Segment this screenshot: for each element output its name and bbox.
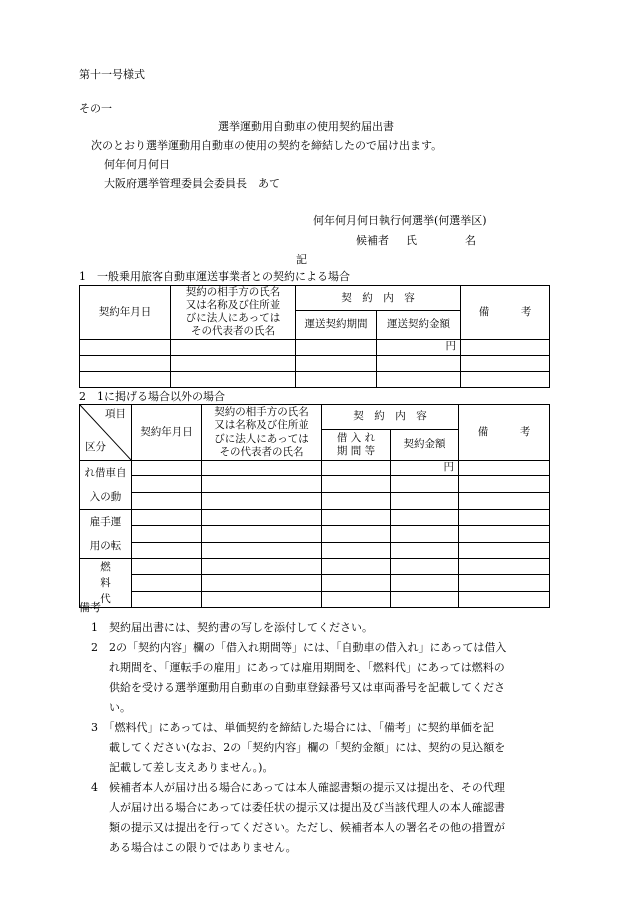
s1-cell[interactable] xyxy=(80,371,171,387)
s2-cell[interactable] xyxy=(202,575,322,591)
note-2-line: 供給を受ける選挙運動用自動車の自動車登録番号又は車両番号を記載してくださ xyxy=(109,681,505,694)
part-label: その一 xyxy=(79,102,112,115)
form-title: 選挙運動用自動車の使用契約届出書 xyxy=(218,120,394,133)
s1-cell[interactable] xyxy=(80,339,171,355)
s2-cell[interactable] xyxy=(132,526,202,542)
s2-cell[interactable] xyxy=(132,492,202,509)
s1-cell[interactable] xyxy=(461,371,550,387)
note-4-line: 4 候補者本人が届け出る場合にあっては本人確認書類の提示又は提出を、その代理 xyxy=(91,781,505,794)
note-4-line: ある場合はこの限りではありません。 xyxy=(109,841,297,854)
s1-header-amount: 運送契約金額 xyxy=(377,311,461,339)
s2-cell[interactable] xyxy=(322,559,391,575)
note-2-line: い。 xyxy=(109,701,131,714)
s2-cell[interactable] xyxy=(132,461,202,476)
s2-cell[interactable] xyxy=(202,492,322,509)
s2-cell[interactable] xyxy=(132,559,202,575)
s1-cell[interactable] xyxy=(171,371,296,387)
s1-cell[interactable] xyxy=(377,355,461,371)
s1-header-period: 運送契約期間 xyxy=(296,311,377,339)
s2-cell[interactable] xyxy=(322,591,391,607)
s1-header-contract: 契 約 内 容 xyxy=(296,286,461,311)
s2-header-date: 契約年月日 xyxy=(132,405,202,461)
s2-cell[interactable] xyxy=(322,492,391,509)
s2-cell[interactable] xyxy=(459,559,550,575)
s2-cell[interactable] xyxy=(459,591,550,607)
s2-cell[interactable] xyxy=(391,542,459,558)
s2-cell[interactable] xyxy=(459,476,550,493)
s1-header-party: 契約の相手方の氏名 又は名称及び住所並 びに法人にあっては その代表者の氏名 xyxy=(171,286,296,340)
s2-cell[interactable] xyxy=(391,559,459,575)
s1-header-date: 契約年月日 xyxy=(80,286,171,340)
s2-header-party: 契約の相手方の氏名 又は名称及び住所並 びに法人にあっては その代表者の氏名 xyxy=(202,405,322,461)
s2-yen: 円 xyxy=(391,461,459,476)
form-number: 第十一号様式 xyxy=(79,68,145,81)
note-4-line: 人が届け出る場合にあっては委任状の提示又は提出及び当該代理人の本人確認書 xyxy=(109,801,505,814)
s2-cell[interactable] xyxy=(202,476,322,493)
candidate-shi: 氏 xyxy=(406,234,417,247)
s1-cell[interactable] xyxy=(171,339,296,355)
s2-cell[interactable] xyxy=(459,526,550,542)
s2-header-amount: 契約金額 xyxy=(391,430,459,461)
s2-cell[interactable] xyxy=(202,461,322,476)
addressee: 大阪府選挙管理委員会委員長 あて xyxy=(104,177,280,190)
s2-header-item: 項目 xyxy=(105,408,126,420)
election-name: 何年何月何日執行何選挙(何選挙区) xyxy=(313,214,487,227)
s2-cell[interactable] xyxy=(391,492,459,509)
s2-cell[interactable] xyxy=(322,461,391,476)
s2-cell[interactable] xyxy=(459,510,550,526)
s1-cell[interactable] xyxy=(296,355,377,371)
note-3-line: 3 「燃料代」にあっては、単価契約を締結した場合には、「備考」に契約単価を記 xyxy=(91,721,494,734)
note-2-line: 2 2の「契約内容」欄の「借入れ期間等」には、「自動車の借入れ」にあっては借入 xyxy=(91,641,507,654)
s2-cell[interactable] xyxy=(322,542,391,558)
s1-cell[interactable] xyxy=(461,355,550,371)
s2-cell[interactable] xyxy=(202,559,322,575)
s2-category-fuel: 燃 料 代 xyxy=(80,559,132,608)
s2-header-diagonal xyxy=(80,405,132,461)
candidate-label: 候補者 xyxy=(356,234,389,247)
s2-category-car: れ借車自 入の動 xyxy=(80,461,132,510)
s2-cell[interactable] xyxy=(391,575,459,591)
s2-header-contract: 契 約 内 容 xyxy=(322,405,459,430)
s2-header-category: 区分 xyxy=(85,440,106,453)
notes-heading: 備考 xyxy=(79,601,101,614)
s2-cell[interactable] xyxy=(322,476,391,493)
s2-cell[interactable] xyxy=(202,526,322,542)
s1-cell[interactable] xyxy=(296,371,377,387)
s2-cell[interactable] xyxy=(322,510,391,526)
note-3-line: 載してください(なお、2の「契約内容」欄の「契約金額」には、契約の見込額を xyxy=(109,741,506,754)
s1-yen: 円 xyxy=(377,339,461,355)
section2-table xyxy=(79,404,550,608)
section1-table xyxy=(79,285,550,388)
section1-heading: 1 一般乗用旅客自動車運送事業者との契約による場合 xyxy=(79,270,350,283)
note-4-line: 類の提示又は提出を行ってください。ただし、候補者本人の署名その他の措置が xyxy=(109,821,505,834)
s1-cell[interactable] xyxy=(296,339,377,355)
section2-heading: 2 1に掲げる場合以外の場合 xyxy=(79,390,225,403)
s2-cell[interactable] xyxy=(322,526,391,542)
s2-cell[interactable] xyxy=(322,575,391,591)
s2-cell[interactable] xyxy=(132,542,202,558)
note-1-line: 1 契約届出書には、契約書の写しを添付してください。 xyxy=(91,621,373,634)
s1-cell[interactable] xyxy=(171,355,296,371)
s1-cell[interactable] xyxy=(377,371,461,387)
s2-cell[interactable] xyxy=(132,575,202,591)
note-2-line: れ期間を、「運転手の雇用」にあっては雇用期間を、「燃料代」にあっては燃料の xyxy=(109,661,505,674)
s2-header-period: 借 入 れ 期 間 等 xyxy=(322,430,391,461)
s2-header-remarks: 備 考 xyxy=(459,405,550,461)
s2-cell[interactable] xyxy=(391,476,459,493)
ki-label: 記 xyxy=(296,253,307,266)
s2-cell[interactable] xyxy=(391,591,459,607)
s2-cell[interactable] xyxy=(459,542,550,558)
s1-cell[interactable] xyxy=(461,339,550,355)
s2-cell[interactable] xyxy=(391,526,459,542)
s2-cell[interactable] xyxy=(132,476,202,493)
s1-header-remarks: 備 考 xyxy=(461,286,550,340)
s2-cell[interactable] xyxy=(391,510,459,526)
note-3-line: 記載して差し支えありません。)。 xyxy=(109,761,274,774)
s2-cell[interactable] xyxy=(202,591,322,607)
s2-cell[interactable] xyxy=(202,542,322,558)
s2-cell[interactable] xyxy=(459,461,550,476)
s2-cell[interactable] xyxy=(132,591,202,607)
s2-cell[interactable] xyxy=(459,492,550,509)
candidate-mei: 名 xyxy=(465,234,476,247)
s2-cell[interactable] xyxy=(132,510,202,526)
s2-cell[interactable] xyxy=(202,510,322,526)
date-line: 何年何月何日 xyxy=(104,158,170,171)
s1-cell[interactable] xyxy=(80,355,171,371)
s2-cell[interactable] xyxy=(459,575,550,591)
intro-text: 次のとおり選挙運動用自動車の使用の契約を締結したので届け出ます。 xyxy=(91,139,443,152)
s2-category-driver: 雇手運 用の転 xyxy=(80,510,132,559)
